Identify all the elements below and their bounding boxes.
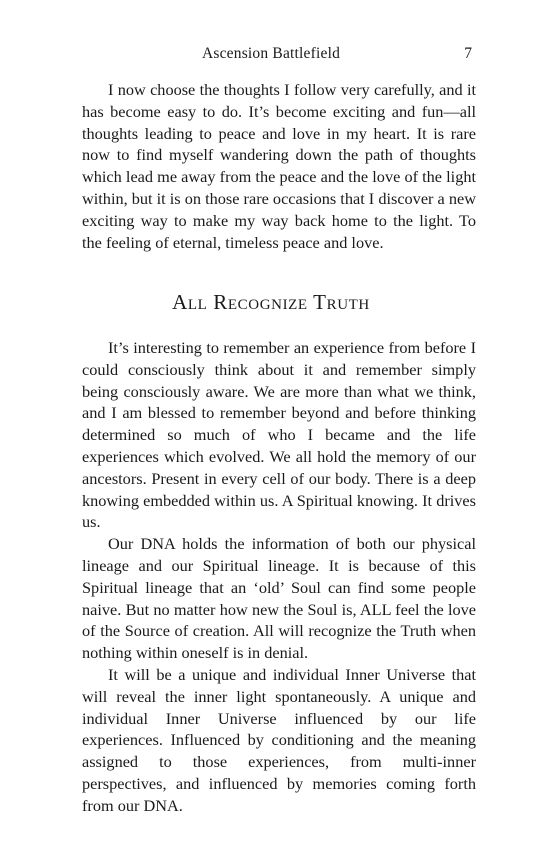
running-title: Ascension Battlefield <box>201 45 341 62</box>
paragraph: Our DNA holds the information of both our physical lineage and our Spiritual lineage. It is because of this Spiritual lineage that an ‘old’ Soul can find some people naive. But no matter how new the Soul is, ALL feel the love of the Source of creation. All will recognize the Truth when nothing within oneself is in denial. <box>82 534 476 663</box>
section-text <box>82 337 476 817</box>
page-number: 7 <box>464 45 472 62</box>
paragraph: I now choose the thoughts I follow very carefully, and it has become easy to do. It’s become exciting and fun—all thoughts leading to peace and love in my heart. It is rare now to find myself wandering down the path of thoughts which lead me away from the peace and the love of the light within, but it is on those rare occasions that I discover a new exciting way to make my way back home to the light. To the feeling of eternal, timeless peace and love. <box>82 80 476 252</box>
paragraph: It’s interesting to remember an experience from before I could consciously think about it and remember simply being consciously aware. We are more than what we think, and I am blessed to remember beyond and before thinking determined so much of who I became and the life experiences which evolved. We all hold the memory of our ancestors. Present in every cell of our body. There is a deep knowing embedded within us. A Spiritual knowing. It drives us. <box>82 338 476 532</box>
section-heading: All Recognize Truth <box>172 290 370 314</box>
paragraph: It will be a unique and individual Inner Universe that will reveal the inner light spontaneously. A unique and individual Inner Universe influenced by our life experiences. Influenced by conditioning and the meaning assigned to those experiences, from multi-inner perspectives, and influenced by memories coming forth from our DNA. <box>82 664 476 815</box>
intro-text <box>82 79 476 253</box>
